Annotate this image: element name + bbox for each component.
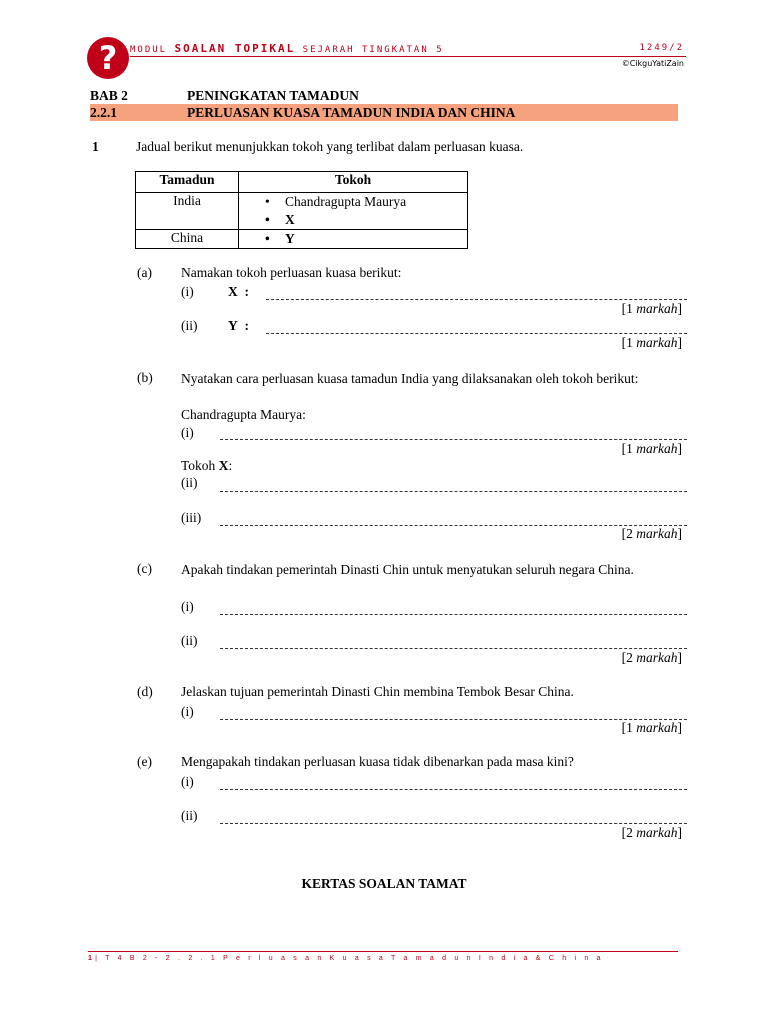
question-stem: Jadual berikut menunjukkan tokoh yang terlibat dalam perluasan kuasa.	[136, 139, 524, 154]
list-item: • Chandragupta Maurya	[265, 193, 463, 211]
part-b-iii-label: (iii)	[181, 510, 202, 525]
mark-pre: [1	[621, 720, 637, 735]
part-c-i-label: (i)	[181, 599, 194, 614]
mark-word: markah	[636, 335, 678, 350]
page-footer	[88, 955, 604, 962]
mark-post: ]	[677, 301, 682, 316]
part-a-label: (a)	[137, 265, 152, 280]
subtopic-title: PERLUASAN KUASA TAMADUN INDIA DAN CHINA	[187, 105, 516, 120]
mark-post: ]	[677, 441, 682, 456]
part-a-ii-var	[228, 318, 249, 334]
mark-word: markah	[636, 526, 678, 541]
mark-pre: [2	[621, 825, 637, 840]
part-c-text: Apakah tindakan pemerintah Dinasti Chin untuk menyatukan seluruh negara China.	[181, 562, 634, 577]
tokoh-table	[135, 171, 468, 249]
mark-post: ]	[677, 650, 682, 665]
part-a-text: Namakan tokoh perluasan kuasa berikut:	[181, 265, 402, 280]
question-mark-icon: ?	[87, 37, 129, 79]
chapter-number: BAB 2	[90, 88, 128, 103]
subject-label: SEJARAH TINGKATAN 5	[302, 45, 444, 55]
table-header-tokoh: Tokoh	[239, 172, 468, 193]
answer-line-c-ii[interactable]	[220, 648, 687, 649]
mark-a-ii	[622, 335, 682, 351]
answer-line-e-ii[interactable]	[220, 823, 687, 824]
end-of-paper: KERTAS SOALAN TAMAT	[301, 876, 467, 891]
list-item: • Y	[265, 230, 463, 248]
part-a-i-label: (i)	[181, 284, 194, 299]
part-c-ii-label: (ii)	[181, 633, 198, 648]
mark-a-i	[622, 301, 682, 317]
mark-pre: [1	[621, 335, 637, 350]
list-item: • X	[265, 211, 463, 229]
part-a-i-var	[228, 284, 249, 300]
colon: :	[244, 318, 249, 333]
part-b-person1: Chandragupta Maurya:	[181, 407, 306, 422]
table-header-tamadun: Tamadun	[136, 172, 239, 193]
chapter-title: PENINGKATAN TAMADUN	[187, 88, 359, 103]
mark-word: markah	[636, 720, 678, 735]
part-c-label: (c)	[137, 561, 152, 576]
colon: :	[228, 458, 233, 473]
module-word: MODUL	[130, 45, 168, 55]
table-header-row	[136, 172, 468, 193]
part-b-i-label: (i)	[181, 425, 194, 440]
mark-c	[622, 650, 682, 666]
module-title	[130, 42, 444, 55]
mark-e	[622, 825, 682, 841]
mark-b-ii-iii	[622, 526, 682, 542]
mark-pre: [1	[621, 441, 637, 456]
chapter-heading	[90, 87, 678, 104]
answer-line-e-i[interactable]	[220, 789, 687, 790]
part-e-i-label: (i)	[181, 774, 194, 789]
part-e-label: (e)	[137, 754, 152, 769]
mark-post: ]	[677, 526, 682, 541]
part-d-text: Jelaskan tujuan pemerintah Dinasti Chin membina Tembok Besar China.	[181, 684, 574, 699]
paper-code: 1249/2	[639, 43, 684, 53]
subtopic-number: 2.2.1	[90, 105, 117, 120]
part-b-person2	[181, 458, 232, 474]
mark-word: markah	[636, 825, 678, 840]
mark-word: markah	[636, 301, 678, 316]
copyright-text: ©CikguYatiZain	[621, 59, 684, 68]
part-b-ii-label: (ii)	[181, 475, 198, 490]
table-cell-civ: China	[136, 230, 239, 249]
answer-line-a-ii[interactable]	[266, 333, 687, 334]
answer-line-c-i[interactable]	[220, 614, 687, 615]
table-cell-tokoh	[239, 193, 468, 230]
table-row	[136, 230, 468, 249]
soalan-topikal-label: SOALAN TOPIKAL	[174, 42, 296, 55]
mark-word: markah	[636, 650, 678, 665]
part-e-ii-label: (ii)	[181, 808, 198, 823]
header-divider	[130, 56, 686, 57]
subtopic-heading	[90, 104, 678, 121]
table-cell-civ: India	[136, 193, 239, 230]
part-b-text: Nyatakan cara perluasan kuasa tamadun India yang dilaksanakan oleh tokoh berikut:	[181, 371, 639, 386]
part-e-text: Mengapakah tindakan perluasan kuasa tidak dibenarkan pada masa kini?	[181, 754, 574, 769]
var-x: X	[228, 284, 238, 299]
answer-line-d-i[interactable]	[220, 719, 687, 720]
answer-line-b-ii[interactable]	[220, 491, 687, 492]
footer-text: | T 4 B 2 - 2 . 2 . 1 P e r l u a s a n K u a s a T a m a d u n I n d i a & C h i n a	[95, 955, 604, 962]
answer-line-a-i[interactable]	[266, 299, 687, 300]
table-cell-tokoh	[239, 230, 468, 249]
question-number: 1	[92, 139, 99, 154]
part-d-label: (d)	[137, 684, 153, 699]
mark-pre: [2	[621, 650, 637, 665]
part-d-i-label: (i)	[181, 704, 194, 719]
answer-line-b-iii[interactable]	[220, 525, 687, 526]
var-y: Y	[228, 318, 238, 333]
tokoh-word: Tokoh	[181, 458, 219, 473]
mark-b-i	[622, 441, 682, 457]
mark-post: ]	[677, 335, 682, 350]
mark-d	[622, 720, 682, 736]
page-number: 1	[88, 955, 96, 962]
mark-pre: [2	[621, 526, 637, 541]
answer-line-b-i[interactable]	[220, 439, 687, 440]
var-x: X	[218, 458, 229, 473]
mark-pre: [1	[621, 301, 637, 316]
footer-divider	[88, 951, 678, 952]
part-a-ii-label: (ii)	[181, 318, 198, 333]
mark-post: ]	[677, 825, 682, 840]
mark-post: ]	[677, 720, 682, 735]
colon: :	[244, 284, 249, 299]
mark-word: markah	[636, 441, 678, 456]
table-row	[136, 193, 468, 230]
part-b-label: (b)	[137, 370, 153, 385]
